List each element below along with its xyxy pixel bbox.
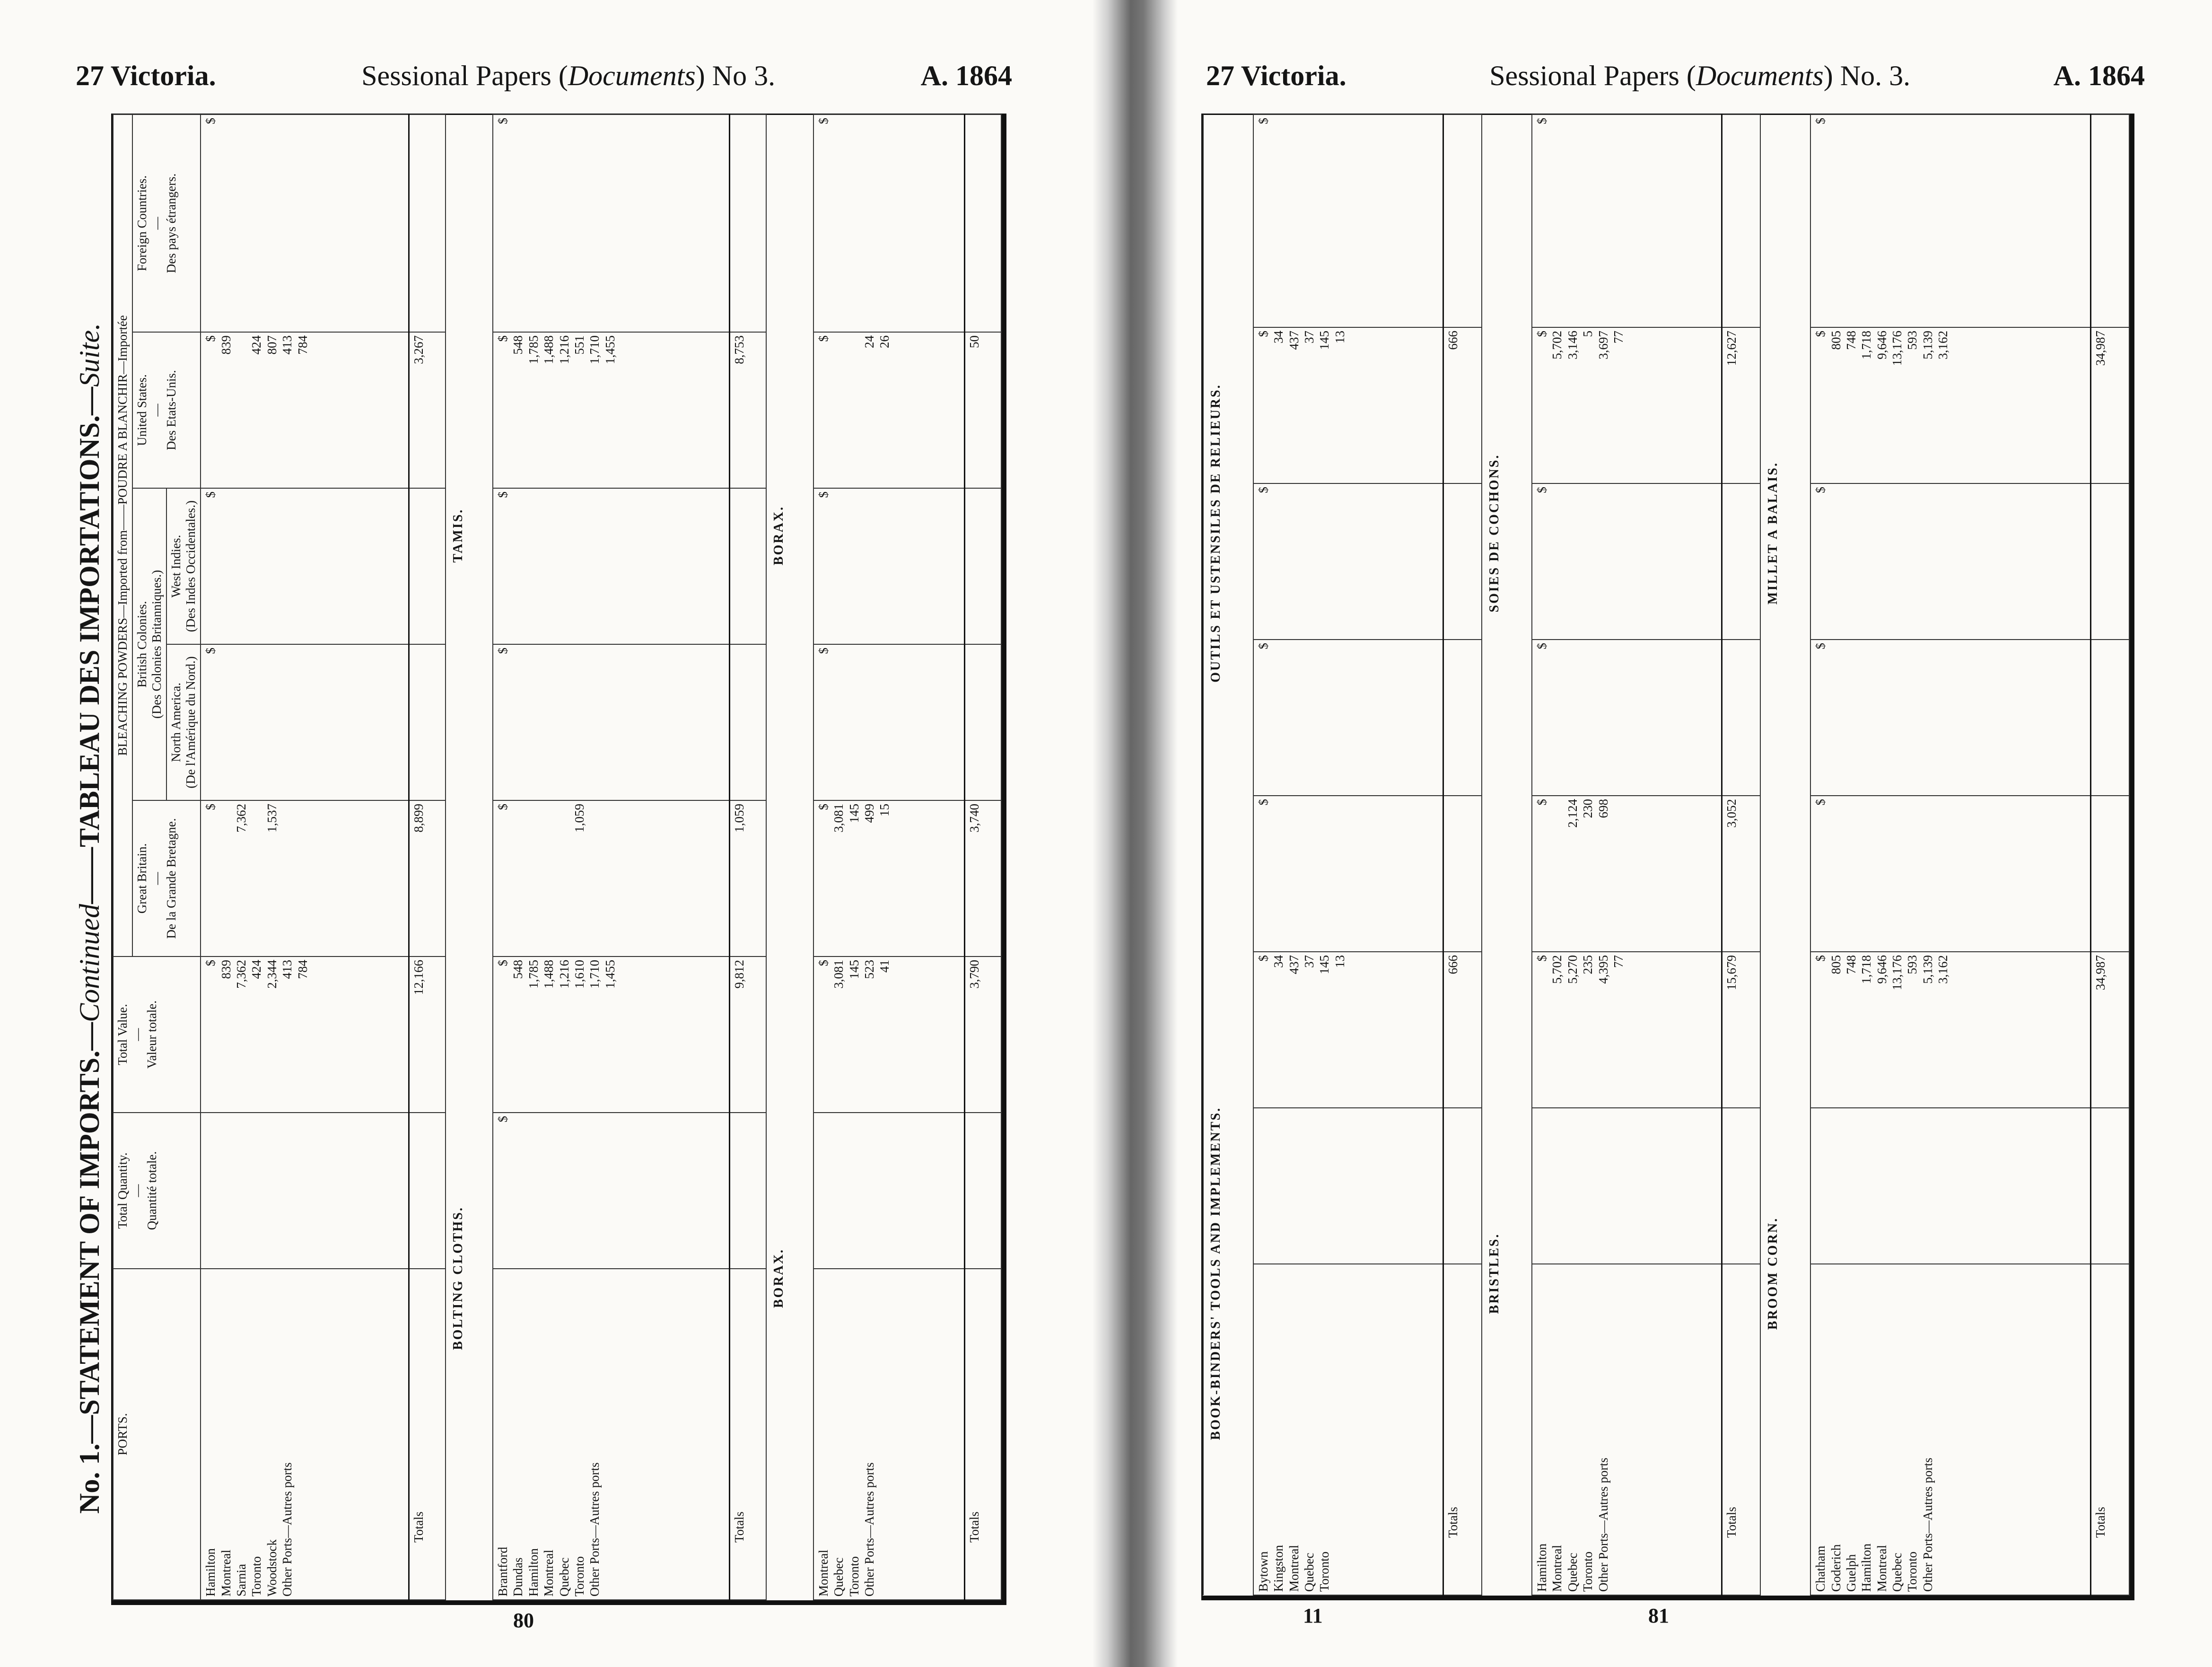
left-year: A. 1864 (920, 60, 1012, 91)
us-cell: $ 34 437 37 145 13 (1253, 327, 1443, 483)
left-page-number: 80 (513, 1609, 534, 1632)
totals-label: Totals (409, 1269, 446, 1600)
us-cell: $ 805 748 1,718 9,646 13,176 593 5,139 3,162 (1810, 327, 2090, 483)
totals-wi (729, 488, 766, 644)
section-title: BRISTLES. (1482, 952, 1532, 1595)
totals-value: 666 (1443, 952, 1482, 1108)
wi-cell: $ (1532, 483, 1722, 640)
na-cell: $ (493, 644, 730, 800)
quantity-cell (1532, 1108, 1722, 1264)
totals-fc (2091, 114, 2129, 327)
foreign-countries-header: Foreign Countries. — Des pays étrangers. (132, 114, 201, 332)
totals-gb (1443, 796, 1482, 952)
us-cell: $ 839 424 807 413 784 (201, 332, 409, 488)
ports-list: Montreal Quebec Toronto Other Ports—Autres ports (813, 1269, 965, 1600)
right-table-frame (1201, 114, 2134, 1600)
quantity-cell: $ (493, 1113, 730, 1269)
totals-fc (965, 114, 1001, 332)
section-title: BOLTING CLOTHS. (446, 956, 493, 1600)
section-title-row (446, 114, 493, 1600)
value-cell: $ 3,081 145 523 41 (813, 956, 965, 1113)
fc-cell: $ (813, 114, 965, 332)
table-row (1532, 114, 1722, 1595)
section-title: BROOM CORN. (1760, 952, 1810, 1595)
fc-cell: $ (1253, 114, 1443, 327)
table-row (1810, 114, 2090, 1595)
totals-gb: 3,740 (965, 800, 1001, 956)
left-series-title: Sessional Papers (Documents) No 3. (361, 60, 776, 91)
totals-fc (729, 114, 766, 332)
us-cell: $ 24 26 (813, 332, 965, 488)
totals-label: Totals (965, 1269, 1001, 1600)
totals-gb: 1,059 (729, 800, 766, 956)
right-regnal-year: 27 Victoria. (1206, 60, 1346, 91)
left-table-frame (111, 114, 1006, 1605)
right-import-table (1203, 114, 2130, 1596)
wi-cell: $ (813, 488, 965, 644)
wi-cell: $ (1810, 483, 2090, 640)
value-cell: $ 5,702 5,270 235 4,395 77 (1532, 952, 1722, 1108)
totals-value: 9,812 (729, 956, 766, 1113)
fc-cell: $ (201, 114, 409, 332)
totals-row (1722, 114, 1760, 1595)
quantity-cell (1253, 1108, 1443, 1264)
value-cell: $ 548 1,785 1,488 1,216 1,610 1,710 1,455 (493, 956, 730, 1113)
totals-label: Totals (2091, 1264, 2129, 1595)
totals-wi (409, 488, 446, 644)
ports-list: Chatham Goderich Guelph Hamilton Montreal Quebec Toronto Other Ports—Autres ports (1810, 1264, 2090, 1595)
ports-list: Hamilton Montreal Sarnia Toronto Woodstock Other Ports—Autres ports (201, 1269, 409, 1600)
na-cell: $ (201, 644, 409, 800)
fc-cell: $ (1532, 114, 1722, 327)
gb-cell: $ (1810, 796, 2090, 952)
section-title-french: SOIES DE COCHONS. (1482, 114, 1532, 952)
table-row (1253, 114, 1443, 1595)
wi-cell: $ (1253, 483, 1443, 640)
left-page-header (76, 45, 1012, 92)
left-page-title: No. 1.—STATEMENT OF IMPORTS.—Continued——TABLEAU DES IMPORTATIONS.—Suite. (74, 323, 105, 1514)
gb-cell: $ 1,059 (493, 800, 730, 956)
section-title-french: MILLET A BALAIS. (1760, 114, 1810, 952)
na-cell: $ (813, 644, 965, 800)
totals-fc (1722, 114, 1760, 327)
totals-gb: 3,052 (1722, 796, 1760, 952)
totals-value: 15,679 (1722, 952, 1760, 1108)
totals-us: 3,267 (409, 332, 446, 488)
ports-header: PORTS. (113, 1269, 201, 1600)
right-year: A. 1864 (2053, 60, 2145, 91)
ports-list: Bytown Kingston Montreal Quebec Toronto (1253, 1264, 1443, 1595)
totals-us: 666 (1443, 327, 1482, 483)
value-cell: $ 34 437 37 145 13 (1253, 952, 1443, 1108)
totals-row (409, 114, 446, 1600)
table-row (201, 114, 409, 1600)
right-page-number: 81 (1648, 1604, 1669, 1627)
totals-value: 34,987 (2091, 952, 2129, 1108)
north-america-header: North America. (De l'Amérique du Nord.) (166, 644, 201, 800)
totals-na (2091, 640, 2129, 796)
totals-quantity (965, 1113, 1001, 1269)
wi-cell: $ (201, 488, 409, 644)
us-cell: $ 548 1,785 1,488 1,216 551 1,710 1,455 (493, 332, 730, 488)
totals-gb (2091, 796, 2129, 952)
totals-na (1722, 640, 1760, 796)
us-cell: $ 5,702 3,146 5 3,697 77 (1532, 327, 1722, 483)
totals-gb: 8,899 (409, 800, 446, 956)
total-quantity-header: Total Quantity. — Quantité totale. (113, 1113, 201, 1269)
totals-wi (965, 488, 1001, 644)
gb-cell: $ 3,081 145 499 15 (813, 800, 965, 956)
sheet-mark: 11 (1303, 1604, 1323, 1627)
section-title-french: TAMIS. (446, 114, 493, 956)
totals-label: Totals (729, 1269, 766, 1600)
totals-quantity (409, 1113, 446, 1269)
totals-row (2091, 114, 2129, 1595)
totals-row (965, 114, 1001, 1600)
fc-cell: $ (493, 114, 730, 332)
quantity-cell (813, 1113, 965, 1269)
totals-label: Totals (1443, 1264, 1482, 1595)
gb-cell: $ (1253, 796, 1443, 952)
left-import-table (113, 114, 1002, 1600)
totals-na (965, 644, 1001, 800)
totals-value: 12,166 (409, 956, 446, 1113)
fc-cell: $ (1810, 114, 2090, 327)
united-states-header: United States. — Des Etats-Unis. (132, 332, 201, 488)
totals-us: 50 (965, 332, 1001, 488)
totals-us: 12,627 (1722, 327, 1760, 483)
totals-fc (1443, 114, 1482, 327)
value-cell: $ 805 748 1,718 9,646 13,176 593 5,139 3,162 (1810, 952, 2090, 1108)
total-value-header: Total Value. — Valeur totale. (113, 956, 201, 1113)
totals-na (409, 644, 446, 800)
quantity-cell (1810, 1108, 2090, 1264)
ports-list: Hamilton Montreal Quebec Toronto Other Ports—Autres ports (1532, 1264, 1722, 1595)
table-row (813, 114, 965, 1600)
totals-us: 8,753 (729, 332, 766, 488)
totals-value: 3,790 (965, 956, 1001, 1113)
totals-row (729, 114, 766, 1600)
right-series-title: Sessional Papers (Documents) No. 3. (1489, 60, 1911, 91)
section-title-row (1203, 114, 1253, 1595)
totals-row (1443, 114, 1482, 1595)
section-title-row (766, 114, 813, 1600)
british-colonies-header: British Colonies. (Des Colonies Britanniques.) (132, 488, 166, 800)
ports-list: Brantford Dundas Hamilton Montreal Quebec Toronto Other Ports—Autres ports (493, 1269, 730, 1600)
totals-quantity (2091, 1108, 2129, 1264)
totals-quantity (729, 1113, 766, 1269)
totals-quantity (1722, 1108, 1760, 1264)
wi-cell: $ (493, 488, 730, 644)
totals-quantity (1443, 1108, 1482, 1264)
totals-wi (1443, 483, 1482, 640)
right-page-header (1206, 45, 2145, 92)
book-gutter (1093, 0, 1178, 1667)
gb-cell: $ 2,124 230 698 (1532, 796, 1722, 952)
totals-label: Totals (1722, 1264, 1760, 1595)
na-cell: $ (1532, 640, 1722, 796)
na-cell: $ (1810, 640, 2090, 796)
totals-wi (2091, 483, 2129, 640)
totals-na (1443, 640, 1482, 796)
totals-na (729, 644, 766, 800)
value-cell: $ 839 7,362 424 2,344 413 784 (201, 956, 409, 1113)
section-title-french: BORAX. (766, 114, 813, 956)
totals-wi (1722, 483, 1760, 640)
bleaching-powders-group-header: BLEACHING POWDERS—Imported from——POUDRE A BLANCHIR—Importée (113, 114, 132, 956)
table-row (493, 114, 730, 1600)
section-title-row (1760, 114, 1810, 1595)
section-title: BOOK-BINDERS' TOOLS AND IMPLEMENTS. (1203, 952, 1253, 1595)
gb-cell: $ 7,362 1,537 (201, 800, 409, 956)
west-indies-header: West Indies. (Des Indes Occidentales.) (166, 488, 201, 644)
quantity-cell (201, 1113, 409, 1269)
left-regnal-year: 27 Victoria. (76, 60, 216, 91)
great-britain-header: Great Britain. — De la Grande Bretagne. (132, 800, 201, 956)
section-title-row (1482, 114, 1532, 1595)
totals-us: 34,987 (2091, 327, 2129, 483)
na-cell: $ (1253, 640, 1443, 796)
section-title-french: OUTILS ET USTENSILES DE RELIEURS. (1203, 114, 1253, 952)
section-title: BORAX. (766, 956, 813, 1600)
totals-fc (409, 114, 446, 332)
